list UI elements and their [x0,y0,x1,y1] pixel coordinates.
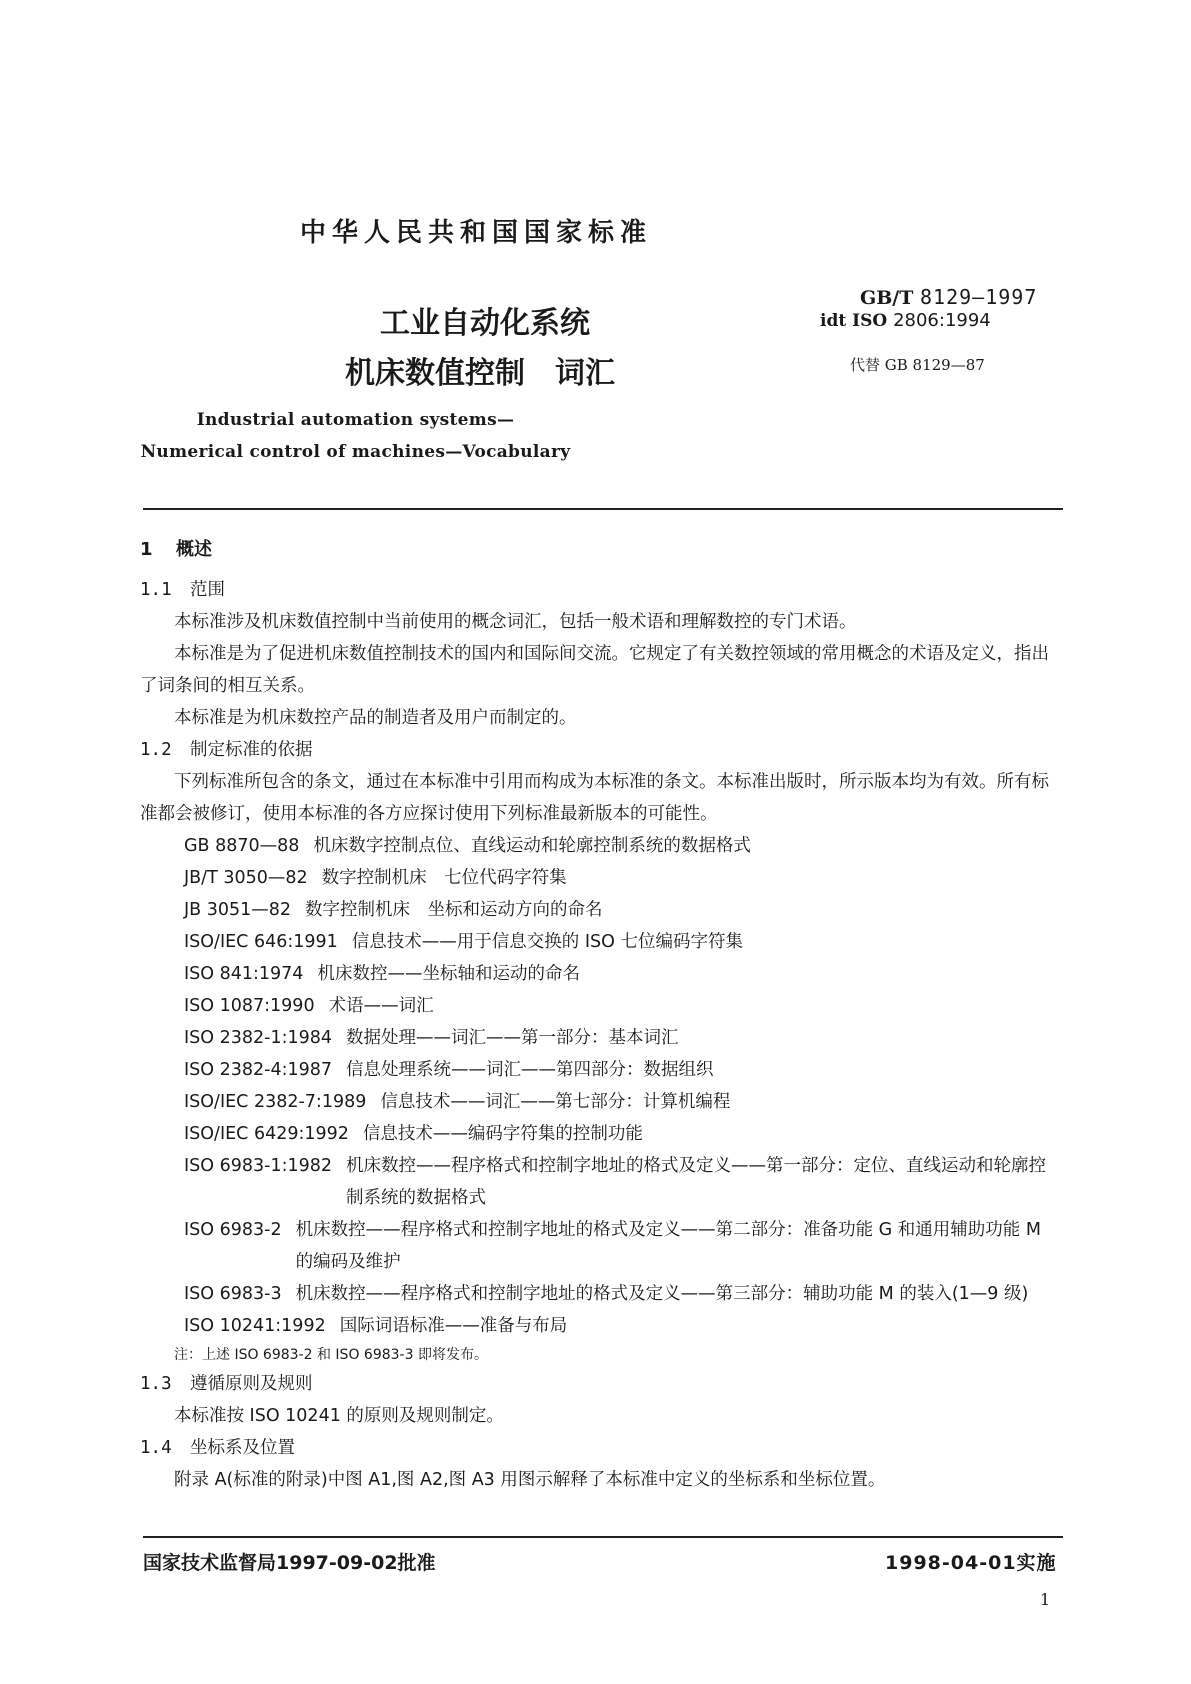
standard-prefix: GB/T [860,287,914,309]
reference-code: ISO 10241:1992 [184,1316,326,1336]
reference-item [140,1118,1062,1150]
paragraph: 本标准是为了促进机床数值控制技术的国内和国际间交流。它规定了有关数控领域的常用概念的术语及定义，指出了词条间的相互关系。 [140,644,1049,696]
section-number: 1.4 [140,1438,172,1458]
reference-code: ISO 6983-1:1982 [184,1156,333,1176]
reference-code: ISO 6983-3 [184,1284,282,1304]
reference-code: ISO/IEC 6429:1992 [184,1124,349,1144]
section-title: 制定标准的依据 [190,740,313,760]
reference-code: ISO 1087:1990 [184,996,315,1016]
section-1-1-heading [140,574,1062,606]
section-number: 1 [140,539,153,560]
reference-title: 机床数控——程序格式和控制字地址的格式及定义——第二部分：准备功能 G 和通用辅助功能 M 的编码及维护 [295,1220,1041,1272]
reference-item [140,1086,1062,1118]
reference-title: 机床数控——坐标轴和运动的命名 [317,964,580,984]
title-en-line1: Industrial automation systems— [196,410,515,430]
paragraph: 下列标准所包含的条文，通过在本标准中引用而构成为本标准的条文。本标准出版时，所示版本均为有效。所有标准都会被修订，使用本标准的各方应探讨使用下列标准最新版本的可能性。 [140,772,1049,824]
reference-title: 数字控制机床 坐标和运动方向的命名 [305,900,603,920]
reference-note: 注：上述 ISO 6983-2 和 ISO 6983-3 即将发布。 [174,1347,488,1363]
paragraph: 本标准涉及机床数值控制中当前使用的概念词汇，包括一般术语和理解数控的专门术语。 [174,612,857,632]
header-divider [143,508,1063,510]
reference-code: ISO/IEC 2382-7:1989 [184,1092,367,1112]
document-body [140,534,1062,1496]
approval-date: 国家技术监督局1997-09-02批准 [143,1552,436,1574]
reference-item [140,926,1062,958]
idt-prefix: idt ISO [820,311,888,331]
reference-code: ISO/IEC 646:1991 [184,932,338,952]
standard-number: 8129—1997 [920,285,1038,309]
section-number: 1.3 [140,1374,172,1394]
section-number: 1.2 [140,740,172,760]
reference-item [140,1054,1062,1086]
reference-title: 信息技术——编码字符集的控制功能 [362,1124,643,1144]
reference-list [140,830,1062,1342]
title-en-line2: Numerical control of machines—Vocabulary [140,442,571,462]
idt-number: 2806:1994 [893,310,991,331]
national-standard-heading: 中华人民共和国国家标准 [300,218,653,248]
reference-code: JB/T 3050—82 [184,868,308,888]
reference-code: ISO 2382-4:1987 [184,1060,333,1080]
section-title: 范围 [190,580,225,600]
section-title: 概述 [176,539,212,560]
reference-item [140,1278,1062,1310]
reference-code: JB 3051—82 [184,900,292,920]
title-cn-line1: 工业自动化系统 [380,306,590,341]
identical-standard [820,310,991,331]
section-1-3-heading [140,1368,1062,1400]
section-1-heading [140,534,1062,566]
reference-item [140,894,1062,926]
reference-title: 信息技术——用于信息交换的 ISO 七位编码字符集 [351,932,743,952]
title-cn-line2: 机床数值控制 词汇 [345,356,615,391]
reference-title: 数字控制机床 七位代码字符集 [321,868,567,888]
standard-code [860,285,1037,309]
replaces-standard: 代替 GB 8129—87 [850,356,985,374]
reference-title: 国际词语标准——准备与布局 [339,1316,568,1336]
reference-item [140,1150,1062,1214]
reference-code: ISO 2382-1:1984 [184,1028,333,1048]
reference-item [140,1022,1062,1054]
reference-title: 数据处理——词汇——第一部分：基本词汇 [346,1028,679,1048]
reference-title: 机床数字控制点位、直线运动和轮廓控制系统的数据格式 [313,836,751,856]
reference-title: 术语——词汇 [328,996,434,1016]
reference-title: 信息处理系统——词汇——第四部分：数据组织 [346,1060,714,1080]
reference-code: GB 8870—88 [184,836,300,856]
reference-item [140,990,1062,1022]
section-1-4-heading [140,1432,1062,1464]
page-number: 1 [1040,1590,1051,1609]
reference-title: 机床数控——程序格式和控制字地址的格式及定义——第一部分：定位、直线运动和轮廓控制系统的数据格式 [346,1156,1047,1208]
reference-code: ISO 6983-2 [184,1220,282,1240]
reference-item [140,830,1062,862]
reference-title: 信息技术——词汇——第七部分：计算机编程 [380,1092,731,1112]
section-title: 坐标系及位置 [190,1438,295,1458]
paragraph: 本标准按 ISO 10241 的原则及规则制定。 [174,1406,504,1426]
paragraph: 本标准是为机床数控产品的制造者及用户而制定的。 [174,708,577,728]
section-1-2-heading [140,734,1062,766]
section-title: 遵循原则及规则 [190,1374,313,1394]
section-number: 1.1 [140,580,172,600]
paragraph: 附录 A(标准的附录)中图 A1,图 A2,图 A3 用图示解释了本标准中定义的坐标系和坐标位置。 [174,1470,886,1490]
footer-divider [143,1536,1063,1538]
reference-item [140,862,1062,894]
reference-item [140,958,1062,990]
effective-date: 1998-04-01实施 [885,1552,1057,1574]
reference-title: 机床数控——程序格式和控制字地址的格式及定义——第三部分：辅助功能 M 的装入(1—9 级) [295,1284,1029,1304]
reference-item [140,1214,1062,1278]
reference-code: ISO 841:1974 [184,964,304,984]
reference-item [140,1310,1062,1342]
